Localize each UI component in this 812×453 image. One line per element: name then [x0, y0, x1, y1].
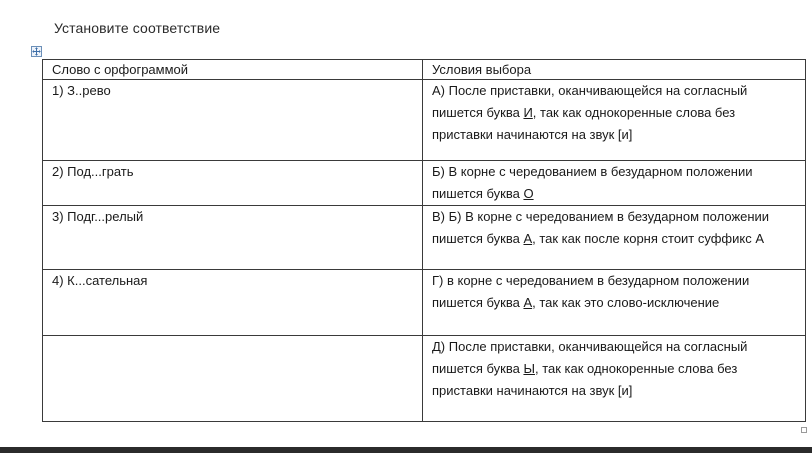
condition-cell	[423, 206, 806, 270]
table-row	[43, 206, 806, 270]
condition-text: , так как однокоренные слова без приставки начинаются на звук [и]	[432, 361, 738, 398]
condition-text: Д) После приставки, оканчивающейся на согласный пишется буква	[432, 339, 748, 376]
word-cell	[43, 336, 423, 422]
condition-text: , так как однокоренные слова без приставки начинаются на звук [и]	[432, 105, 736, 142]
condition-letter: И	[523, 105, 533, 120]
resize-handle-icon[interactable]	[801, 427, 807, 433]
word-cell: 3) Подг...релый	[43, 206, 423, 270]
header-word: Слово с орфограммой	[43, 60, 423, 80]
table-row	[43, 270, 806, 336]
condition-text: В) Б) В корне с чередованием в безударном положении пишется буква	[432, 209, 770, 246]
condition-letter: А	[523, 295, 533, 310]
word-cell: 2) Под...грать	[43, 161, 423, 206]
table-row	[43, 161, 806, 206]
condition-letter: Ы	[523, 361, 535, 376]
condition-text: А) После приставки, оканчивающейся на согласный пишется буква	[432, 83, 748, 120]
condition-cell	[423, 336, 806, 422]
page-title: Установите соответствие	[54, 20, 221, 36]
word-cell: 4) К...сательная	[43, 270, 423, 336]
condition-cell	[423, 161, 806, 206]
condition-letter: О	[523, 186, 534, 201]
table-row	[43, 80, 806, 161]
condition-text: , так как это слово-исключение	[532, 295, 720, 310]
word-cell: 1) З..рево	[43, 80, 423, 161]
condition-cell	[423, 270, 806, 336]
condition-text: , так как после корня стоит суффикс А	[532, 231, 764, 246]
move-arrows-icon	[32, 47, 41, 56]
condition-text: Г) в корне с чередованием в безударном положении пишется буква	[432, 273, 750, 310]
condition-letter: А	[523, 231, 533, 246]
table-move-handle[interactable]	[31, 46, 42, 57]
header-conditions: Условия выбора	[423, 60, 806, 80]
condition-cell	[423, 80, 806, 161]
table-header-row	[43, 60, 806, 80]
bottom-bar	[0, 447, 812, 453]
matching-table	[42, 59, 806, 422]
condition-text: Б) В корне с чередованием в безударном положении пишется буква	[432, 164, 753, 201]
table-row	[43, 336, 806, 422]
